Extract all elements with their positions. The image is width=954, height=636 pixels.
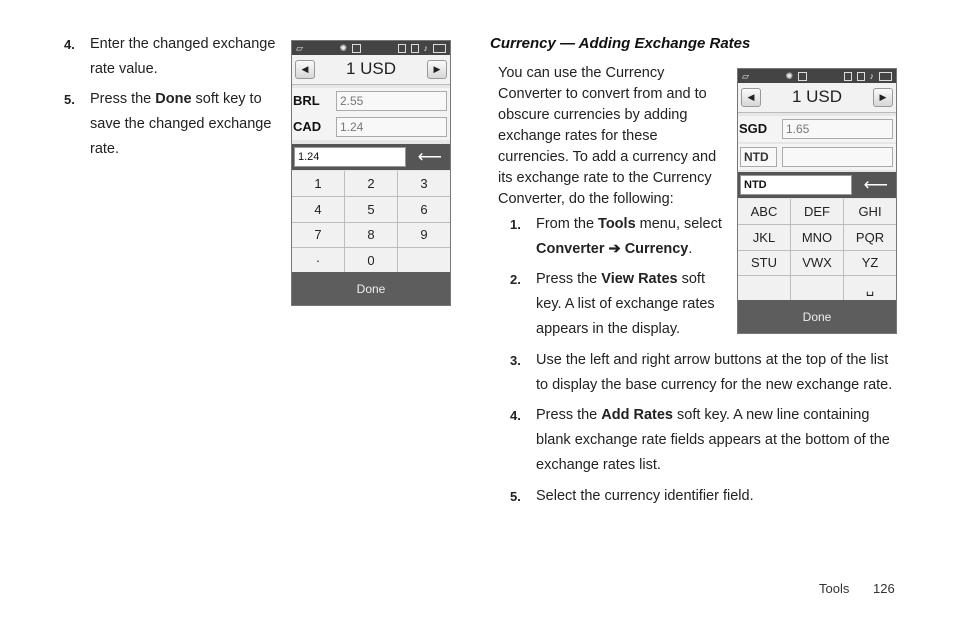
- alarm-icon: [398, 44, 406, 53]
- step-number: 4.: [510, 408, 521, 423]
- phone-screen-edit-rate: [291, 40, 451, 306]
- right-step-3: [510, 348, 900, 398]
- right-step-2: [510, 267, 730, 342]
- music-icon: ♪: [869, 71, 874, 81]
- entry-bar: [738, 172, 896, 198]
- keypad-key[interactable]: 1: [292, 171, 344, 196]
- space-key[interactable]: ␣: [844, 276, 896, 301]
- left-triangle-icon: ◀: [747, 92, 755, 102]
- keypad-key[interactable]: YZ: [844, 251, 896, 276]
- currency-header: [738, 83, 896, 113]
- footer-page-number: 126: [873, 581, 895, 596]
- alpha-keypad: [738, 199, 896, 301]
- backspace-icon[interactable]: ⟵: [417, 147, 442, 166]
- sync-icon: ✺: [785, 70, 793, 81]
- keypad-key[interactable]: 9: [398, 223, 450, 248]
- keypad-key[interactable]: 0: [345, 248, 397, 273]
- step-text: Use the left and right arrow buttons at the top of the list to display the base currency for the new exchange rate.: [536, 352, 893, 393]
- entry-input[interactable]: 1.24: [294, 147, 406, 167]
- next-currency-button[interactable]: [427, 60, 447, 79]
- keypad-key[interactable]: STU: [738, 251, 790, 276]
- done-softkey[interactable]: Done: [738, 300, 896, 333]
- keypad-key[interactable]: DEF: [791, 199, 843, 224]
- backspace-icon[interactable]: ⟵: [863, 175, 888, 194]
- step-number: 4.: [64, 37, 75, 52]
- keypad-key[interactable]: 8: [345, 223, 397, 248]
- battery-icon: [879, 72, 892, 81]
- numeric-keypad: [292, 171, 450, 273]
- status-bar: [292, 41, 450, 55]
- entry-input[interactable]: NTD: [740, 175, 852, 195]
- base-currency: 1 USD: [345, 59, 397, 78]
- step-text: Enter the changed exchange rate value.: [90, 36, 276, 77]
- keypad-key[interactable]: 3: [398, 171, 450, 196]
- right-triangle-icon: ▶: [879, 92, 887, 102]
- rate-field[interactable]: 1.65: [782, 119, 893, 139]
- left-triangle-icon: ◀: [301, 64, 309, 74]
- step-number: 2.: [510, 272, 521, 287]
- card-icon: [857, 72, 865, 81]
- keypad-key[interactable]: JKL: [738, 225, 790, 250]
- signal-icon: ▱: [296, 42, 303, 53]
- keypad-key[interactable]: ·: [292, 248, 344, 273]
- base-currency: 1 USD: [791, 87, 843, 106]
- phone-screen-add-rate: [737, 68, 897, 334]
- rate-row[interactable]: [292, 114, 450, 140]
- rate-row[interactable]: [738, 116, 896, 142]
- prev-currency-button[interactable]: [741, 88, 761, 107]
- section-heading: Currency — Adding Exchange Rates: [490, 35, 751, 52]
- keypad-key[interactable]: VWX: [791, 251, 843, 276]
- done-softkey[interactable]: Done: [292, 272, 450, 305]
- entry-bar: [292, 144, 450, 170]
- message-icon: [352, 44, 361, 53]
- keypad-key[interactable]: 7: [292, 223, 344, 248]
- message-icon: [798, 72, 807, 81]
- done-keyword: Done: [155, 91, 192, 107]
- intro-paragraph: You can use the Currency Converter to convert from and to obscure currencies by adding exchange rates for these currencies. To add a currency and its exchange rate to the Currency Converter, do the following:: [498, 65, 717, 207]
- keypad-key[interactable]: [791, 276, 843, 301]
- battery-icon: [433, 44, 446, 53]
- rate-field[interactable]: [782, 147, 893, 167]
- currency-code: BRL: [293, 93, 320, 108]
- currency-code: CAD: [293, 119, 322, 134]
- status-bar: [738, 69, 896, 83]
- next-currency-button[interactable]: [873, 88, 893, 107]
- sync-icon: ✺: [339, 42, 347, 53]
- card-icon: [411, 44, 419, 53]
- rate-field[interactable]: 1.24: [336, 117, 447, 137]
- alarm-icon: [844, 72, 852, 81]
- left-step-5: [64, 87, 276, 162]
- new-rate-row[interactable]: [738, 144, 896, 170]
- currency-code: SGD: [739, 121, 768, 136]
- keypad-key[interactable]: ABC: [738, 199, 790, 224]
- rate-row[interactable]: [292, 88, 450, 114]
- keypad-key[interactable]: MNO: [791, 225, 843, 250]
- right-triangle-icon: ▶: [433, 64, 441, 74]
- step-number: 5.: [64, 92, 75, 107]
- keypad-key[interactable]: GHI: [844, 199, 896, 224]
- step-number: 5.: [510, 489, 521, 504]
- keypad-key[interactable]: 4: [292, 197, 344, 222]
- right-step-5: [510, 484, 900, 509]
- step-text: From the Tools menu, select Converter ➔ Currency.: [536, 216, 722, 257]
- currency-header: [292, 55, 450, 85]
- currency-id-field[interactable]: NTD: [740, 147, 777, 167]
- signal-icon: ▱: [742, 70, 749, 81]
- step-text: Press the View Rates soft key. A list of exchange rates appears in the display.: [536, 271, 715, 337]
- step-text: Select the currency identifier field.: [536, 488, 754, 504]
- keypad-key[interactable]: [398, 248, 450, 273]
- music-icon: ♪: [423, 43, 428, 53]
- footer-section: Tools: [819, 581, 850, 596]
- step-text: Press the Add Rates soft key. A new line containing blank exchange rate fields appears at the bottom of the exchange rates list.: [536, 407, 890, 473]
- keypad-key[interactable]: 2: [345, 171, 397, 196]
- keypad-key[interactable]: [738, 276, 790, 301]
- keypad-key[interactable]: 6: [398, 197, 450, 222]
- right-step-1: [510, 212, 730, 262]
- prev-currency-button[interactable]: [295, 60, 315, 79]
- keypad-key[interactable]: PQR: [844, 225, 896, 250]
- left-step-4: [64, 32, 276, 82]
- rate-field[interactable]: 2.55: [336, 91, 447, 111]
- step-text: Press the Done soft key to save the changed exchange rate.: [90, 91, 272, 157]
- right-step-4: [510, 403, 900, 478]
- step-number: 1.: [510, 217, 521, 232]
- keypad-key[interactable]: 5: [345, 197, 397, 222]
- step-number: 3.: [510, 353, 521, 368]
